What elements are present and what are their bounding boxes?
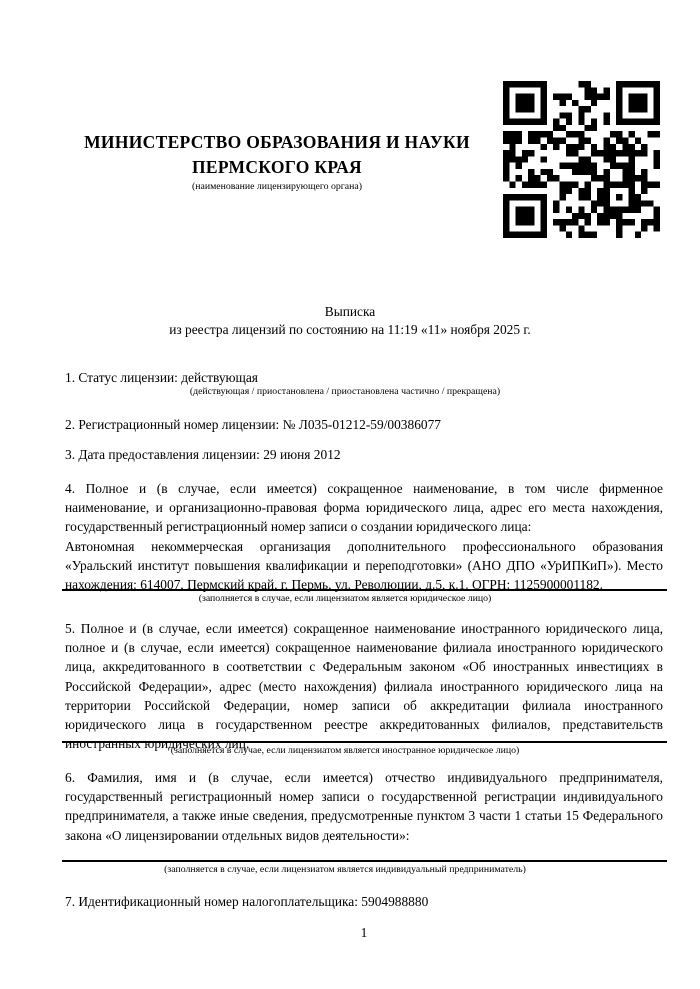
foreign-entity-caption: (заполняется в случае, если лицензиатом является иностранное юридическое лицо) [170, 745, 520, 756]
entrepreneur-text: 6. Фамилия, имя и (в случае, если имеется) отчество индивидуального предпринимателя, государственный регистрационный номер записи о государственной регистрации индивидуального предпринимателя, а также иные сведения, предусмотренные пунктом 3 части 1 статьи 15 Федерального закона «О лицензировании отдельных видов деятельности»: [65, 770, 663, 843]
entrepreneur-caption: (заполняется в случае, если лицензиатом является индивидуальный предприниматель) [164, 864, 526, 875]
item-entrepreneur [65, 768, 663, 845]
licensing-authority-header [65, 130, 489, 193]
licensing-authority-caption: (наименование лицензирующего органа) [191, 181, 362, 192]
item-foreign-entity [65, 619, 663, 753]
ministry-name-line1: МИНИСТЕРСТВО ОБРАЗОВАНИЯ И НАУКИ [84, 132, 470, 152]
legal-entity-value: Автономная некоммерческая организация дополнительного профессионального образования «Уральский институт повышения квалификации и переподготовки» (АНО ДПО «УрИПКиП»). Место нахождения: 614007, Пермский край, г. Пермь, ул. Революции, д.5, к.1. ОГРН: 1125900001182. [65, 538, 663, 593]
item-taxpayer-id: 7. Идентификационный номер налогоплательщика: 5904988880 [65, 894, 429, 909]
extract-title: Выписка [324, 304, 376, 319]
item-license-status: 1. Статус лицензии: действующая [65, 370, 258, 385]
extract-title-block [65, 303, 635, 339]
fill-line-legal-entity [62, 589, 667, 591]
license-status-options-caption: (действующая / приостановлена / приостановлена частично / прекращена) [189, 386, 501, 397]
extract-date-line: из реестра лицензий по состоянию на 11:19 «11» ноября 2025 г. [169, 322, 531, 337]
legal-entity-intro: 4. Полное и (в случае, если имеется) сокращенное наименование, в том числе фирменное наименование, и организационно-правовая форма юридического лица, адрес его места нахождения, государственный регистрационный номер записи о создании юридического лица: [65, 481, 663, 535]
page-number: 1 [360, 925, 368, 940]
item-registration-number: 2. Регистрационный номер лицензии: № Л035-01212-59/00386077 [65, 417, 441, 432]
ministry-name-line2: ПЕРМСКОГО КРАЯ [192, 157, 362, 177]
legal-entity-caption: (заполняется в случае, если лицензиатом является юридическое лицо) [198, 593, 492, 604]
fill-line-foreign-entity [62, 741, 667, 743]
item-grant-date: 3. Дата предоставления лицензии: 29 июня 2012 [65, 447, 341, 462]
fill-line-entrepreneur [62, 860, 667, 862]
item-legal-entity [65, 479, 663, 594]
qr-code-icon [503, 81, 660, 238]
foreign-entity-text: 5. Полное и (в случае, если имеется) сокращенное наименование иностранного юридического лица, полное и (в случае, если имеется) сокращенное наименование филиала иностранного юридического лица, аккредитованного в соответствии с Федеральным законом «Об иностранных инвестициях в Российской Федерации», адрес (место нахождения) филиала иностранного юридического лица на территории Российской Федерации, номер записи об аккредитации филиала иностранного юридического лица в государственном реестре аккредитованных филиалов, представительств иностранных юридических лиц: [65, 621, 663, 752]
